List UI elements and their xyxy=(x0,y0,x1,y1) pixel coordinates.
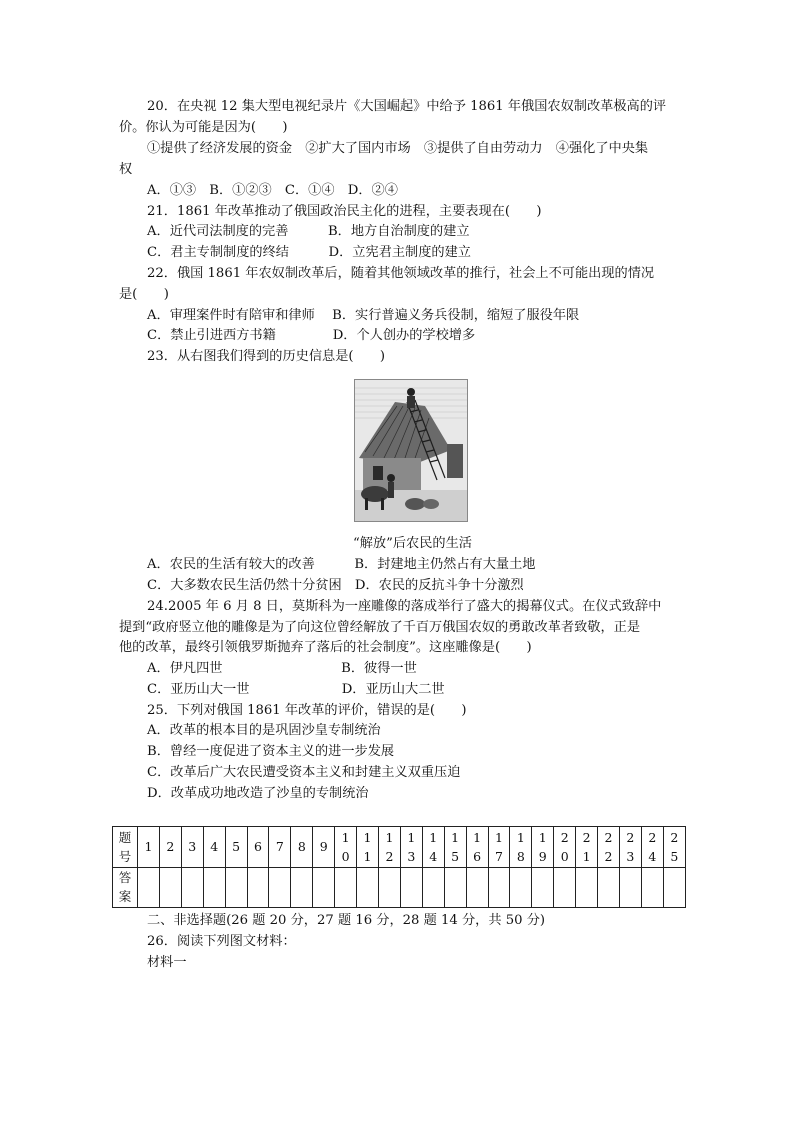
question-number: 2 4 xyxy=(641,827,663,868)
text-line-q22-l1: 22．俄国 1861 年农奴制改革后，随着其他领域改革的推行，社会上不可能出现的情况 xyxy=(147,266,655,281)
text-line-q20-l2: 价。你认为可能是因为( ) xyxy=(119,120,288,135)
text-line-q24-l1: 24.2005 年 6 月 8 日，莫斯科为一座雕像的落成举行了盛大的揭幕仪式。在仪式致辞中 xyxy=(147,599,662,614)
question-number: 4 xyxy=(203,827,225,868)
question-number: 7 xyxy=(269,827,291,868)
text-line-q24-cd: C．亚历山大一世 D．亚历山大二世 xyxy=(147,682,445,697)
answer-cell[interactable] xyxy=(532,867,554,908)
answer-cell[interactable] xyxy=(554,867,576,908)
answer-table-number-row xyxy=(113,827,686,868)
answer-cell[interactable] xyxy=(378,867,400,908)
answer-cell[interactable] xyxy=(159,867,181,908)
answer-cell[interactable] xyxy=(203,867,225,908)
question-number: 2 0 xyxy=(554,827,576,868)
answer-cell[interactable] xyxy=(576,867,598,908)
text-line-q25-b: B．曾经一度促进了资本主义的进一步发展 xyxy=(147,744,395,759)
text-line-q20-l4: 权 xyxy=(119,162,133,177)
answer-cell[interactable] xyxy=(291,867,313,908)
peasant-hut-icon xyxy=(355,380,467,521)
answer-cell[interactable] xyxy=(663,867,685,908)
text-line-q23-stem: 23．从右图我们得到的历史信息是( ) xyxy=(147,349,386,364)
answer-cell[interactable] xyxy=(313,867,335,908)
text-line-q25-d: D．改革成功地改造了沙皇的专制统治 xyxy=(147,786,369,801)
question-number: 1 6 xyxy=(466,827,488,868)
question-number: 1 4 xyxy=(422,827,444,868)
answer-cell[interactable] xyxy=(510,867,532,908)
question-number: 2 5 xyxy=(663,827,685,868)
answer-cell[interactable] xyxy=(138,867,160,908)
question-number: 2 3 xyxy=(619,827,641,868)
text-line-part2: 二、非选择题(26 题 20 分，27 题 16 分，28 题 14 分，共 50 分) xyxy=(147,913,546,928)
question-number: 1 9 xyxy=(532,827,554,868)
text-line-q23-cd: C．大多数农民生活仍然十分贫困 D．农民的反抗斗争十分激烈 xyxy=(147,578,524,593)
answer-cell[interactable] xyxy=(466,867,488,908)
question-number: 2 2 xyxy=(598,827,620,868)
text-line-q20-opts: A．①③ B．①②③ C．①④ D．②④ xyxy=(147,183,398,198)
question-number: 1 3 xyxy=(400,827,422,868)
answer-cell[interactable] xyxy=(225,867,247,908)
question-number: 1 2 xyxy=(378,827,400,868)
answer-cell[interactable] xyxy=(444,867,466,908)
text-line-q26-stem: 26．阅读下列图文材料： xyxy=(147,934,296,949)
answer-cell[interactable] xyxy=(247,867,269,908)
answer-cell[interactable] xyxy=(641,867,663,908)
question-number: 1 5 xyxy=(444,827,466,868)
answer-cell[interactable] xyxy=(269,867,291,908)
question-number: 1 1 xyxy=(357,827,379,868)
answer-cell[interactable] xyxy=(488,867,510,908)
text-line-q20-l1: 20．在央视 12 集大型电视纪录片《大国崛起》中给予 1861 年俄国农奴制改革极高的评 xyxy=(147,99,667,114)
question-number: 1 8 xyxy=(510,827,532,868)
answer-cell[interactable] xyxy=(598,867,620,908)
question-number: 5 xyxy=(225,827,247,868)
text-line-q26-mat: 材料一 xyxy=(147,955,187,970)
question-number: 2 xyxy=(159,827,181,868)
text-line-q22-ab: A．审理案件时有陪审和律师 B．实行普遍义务兵役制，缩短了服役年限 xyxy=(147,308,580,323)
text-line-q24-l2: 提到“政府竖立他的雕像是为了向这位曾经解放了千百万俄国农奴的勇敢改革者致敬，正是 xyxy=(119,620,641,635)
answer-cell[interactable] xyxy=(335,867,357,908)
text-line-q25-c: C．改革后广大农民遭受资本主义和封建主义双重压迫 xyxy=(147,765,461,780)
number-row-header: 题 号 xyxy=(113,827,138,868)
text-line-q21-cd: C．君主专制制度的终结 D．立宪君主制度的建立 xyxy=(147,245,471,260)
question-number: 6 xyxy=(247,827,269,868)
answer-row-header: 答 案 xyxy=(113,867,138,908)
question-number: 9 xyxy=(313,827,335,868)
answer-table-answer-row xyxy=(113,867,686,908)
text-line-q24-ab: A．伊凡四世 B．彼得一世 xyxy=(147,661,417,676)
text-line-q21-ab: A．近代司法制度的完善 B．地方自治制度的建立 xyxy=(147,224,470,239)
question-number: 1 7 xyxy=(488,827,510,868)
answer-cell[interactable] xyxy=(422,867,444,908)
question-number: 1 xyxy=(138,827,160,868)
answer-table xyxy=(112,826,686,908)
question-number: 8 xyxy=(291,827,313,868)
text-line-q21-stem: 21．1861 年改革推动了俄国政治民主化的进程，主要表现在( ) xyxy=(147,204,542,219)
answer-cell[interactable] xyxy=(400,867,422,908)
question-number: 2 1 xyxy=(576,827,598,868)
peasant-life-illustration xyxy=(354,379,468,522)
question-number: 3 xyxy=(181,827,203,868)
text-line-q24-l3: 他的改革，最终引领俄罗斯抛弃了落后的社会制度”。这座雕像是( ) xyxy=(119,640,532,655)
answer-cell[interactable] xyxy=(357,867,379,908)
text-line-q22-l2: 是( ) xyxy=(119,287,169,302)
text-line-q25-a: A．改革的根本目的是巩固沙皇专制统治 xyxy=(147,723,381,738)
answer-cell[interactable] xyxy=(181,867,203,908)
figure-caption: “解放”后农民的生活 xyxy=(353,536,472,551)
text-line-q23-ab: A．农民的生活有较大的改善 B．封建地主仍然占有大量土地 xyxy=(147,557,536,572)
question-number: 1 0 xyxy=(335,827,357,868)
text-line-q22-cd: C．禁止引进西方书籍 D．个人创办的学校增多 xyxy=(147,328,476,343)
answer-cell[interactable] xyxy=(619,867,641,908)
text-line-q25-stem: 25．下列对俄国 1861 年改革的评价，错误的是( ) xyxy=(147,703,467,718)
text-line-q20-l3: ①提供了经济发展的资金 ②扩大了国内市场 ③提供了自由劳动力 ④强化了中央集 xyxy=(147,141,649,156)
